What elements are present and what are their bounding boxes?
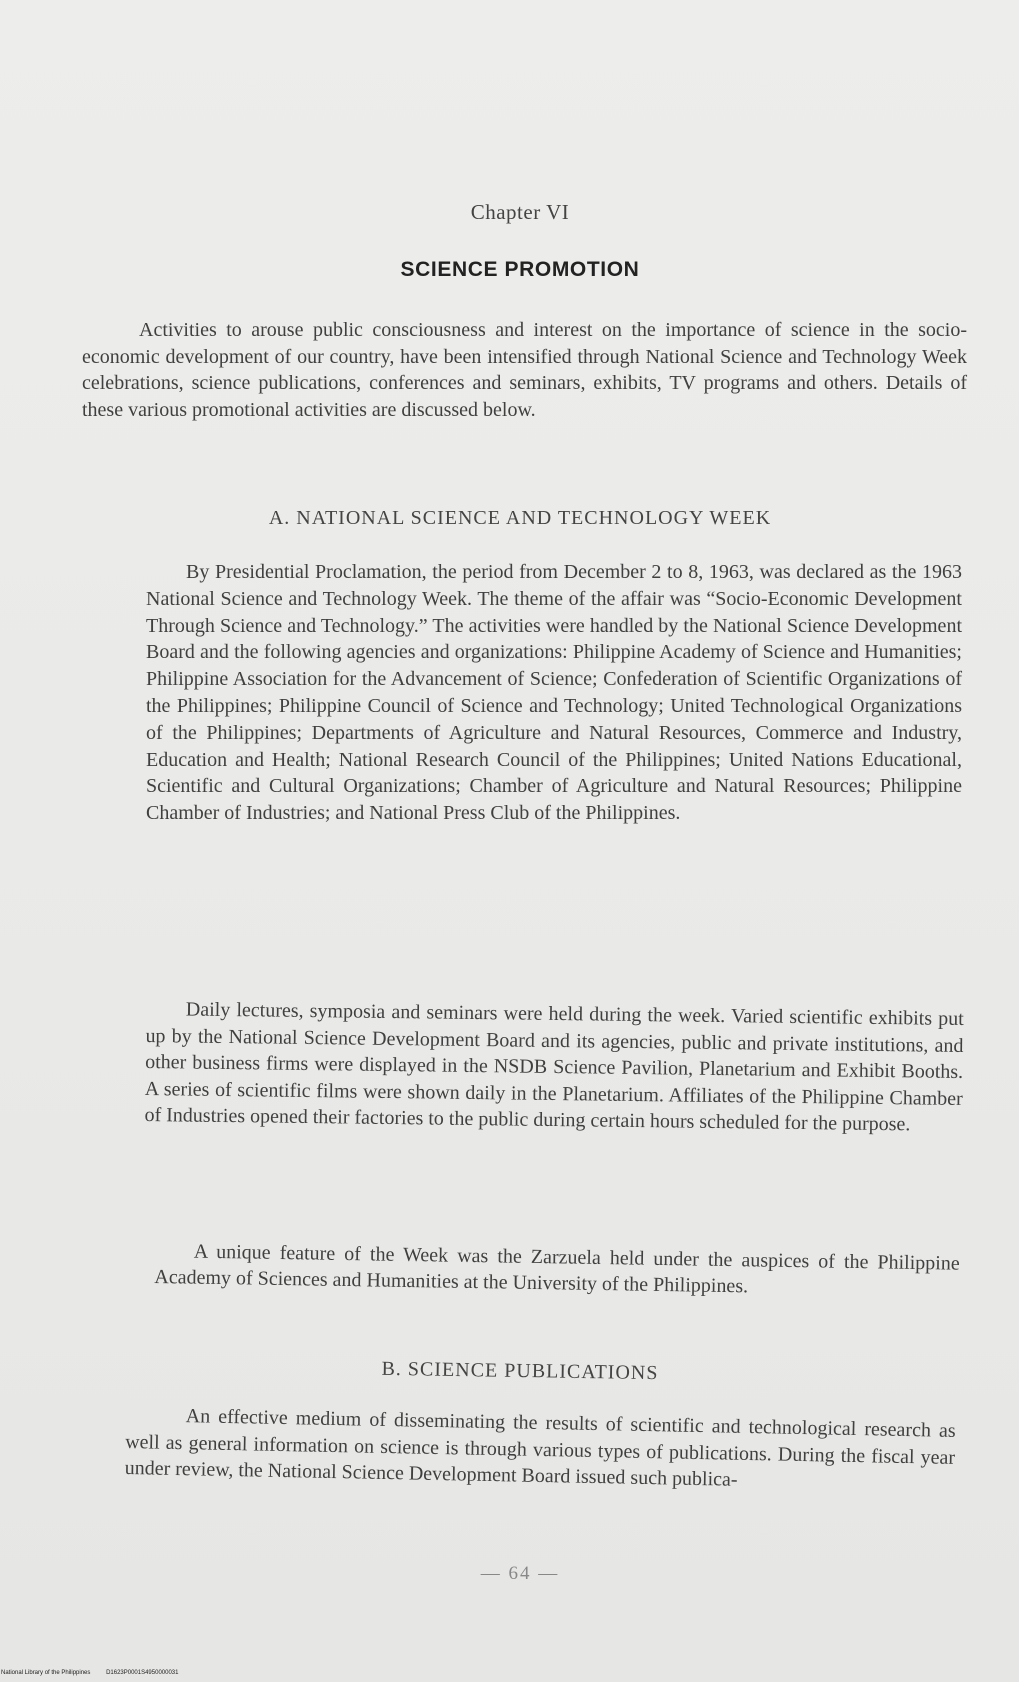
page-title: SCIENCE PROMOTION bbox=[400, 258, 640, 281]
footer-record-code: D1623P0001S4950000031 bbox=[106, 1670, 179, 1676]
section-b-paragraph-1: An effective medium of disseminating the results of scientific and technological research as well as general information on science is through various types of publications. During the fiscal year under review, the National Science Development Board issued such publica- bbox=[124, 1405, 956, 1491]
section-b-heading: B. SCIENCE PUBLICATIONS bbox=[381, 1357, 659, 1385]
page-number: — 64 — bbox=[480, 1563, 560, 1584]
chapter-label: Chapter VI bbox=[470, 200, 570, 224]
section-a-paragraph-2: Daily lectures, symposia and seminars were held during the week. Varied scientific exhibits put up by the National Science Development Board and its agencies, public and private institutions, and other business firms were displayed in the NSDB Science Pavilion, Planetarium and Exhibit Booths. A series of scientific films were shown daily in the Planetarium. Affiliates of the Philippine Chamber of Industries opened their factories to the public during certain hours scheduled for the purpose. bbox=[144, 998, 964, 1136]
section-a-heading: A. NATIONAL SCIENCE AND TECHNOLOGY WEEK bbox=[268, 507, 772, 529]
footer-library-name: National Library of the Philippines bbox=[1, 1670, 91, 1676]
section-a-paragraph-3: A unique feature of the Week was the Zarzuela held under the auspices of the Philippine Academy of Sciences and Humanities at the University of the Philippines. bbox=[154, 1240, 960, 1298]
footer-strip bbox=[1, 1670, 192, 1676]
section-a-paragraph-1: By Presidential Proclamation, the period from December 2 to 8, 1963, was declared as the 1963 National Science and Technology Week. The theme of the affair was “Socio-Economic Development Through Science and Technology.” The activities were handled by the National Science Development Board and the following agencies and organizations: Philippine Academy of Science and Humanities; Philippine Association for the Advancement of Science; Confederation of Scientific Organizations of the Philippines; Philippine Council of Science and Technology; United Technological Organizations of the Philippines; Departments of Agriculture and Natural Resources, Commerce and Industry, Education and Health; National Research Council of the Philippines; United Nations Educational, Scientific and Cultural Organizations; Chamber of Agriculture and Natural Resources; Philippine Chamber of Industries; and National Press Club of the Philippines. bbox=[146, 561, 962, 825]
intro-paragraph: Activities to arouse public consciousness and interest on the importance of science in the socio-economic development of our country, have been intensified through National Science and Technology Week celebrations, science publications, conferences and seminars, exhibits, TV programs and others. Details of these various promotional activities are discussed below. bbox=[82, 319, 967, 421]
